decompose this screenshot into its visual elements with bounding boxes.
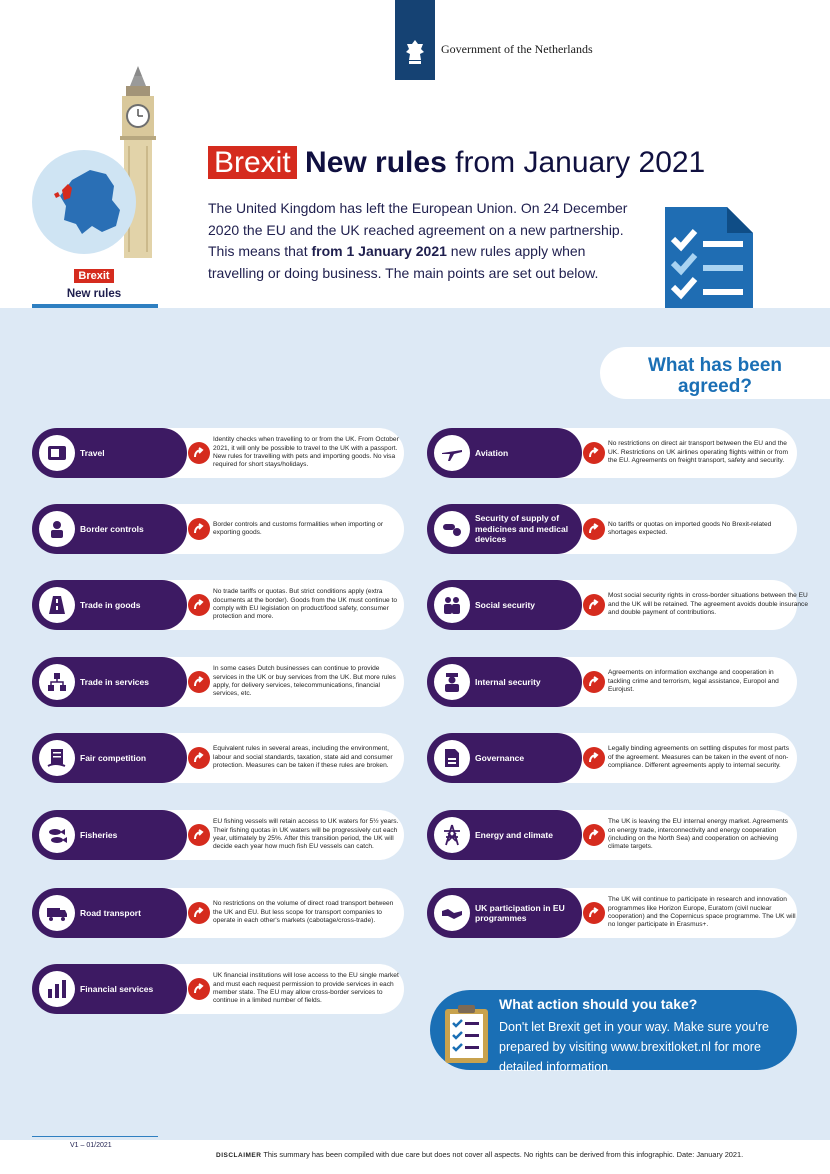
topic-label: UK participation in EU programmes [475,902,565,923]
action-text: Don't let Brexit get in your way. Make sure you're prepared by visiting www.brexitloket.nl for more detailed information. [499,1020,769,1074]
checklist-document-icon [661,203,757,323]
gavel-document-icon [434,740,470,776]
clipboard-checklist-icon [443,1003,490,1065]
arrow-icon [583,902,605,924]
intro-text-2: new rules apply when travelling or doing business. The main points are set out below. [208,243,599,281]
arrow-icon [188,442,210,464]
what-has-been-agreed-heading [600,347,830,399]
brexit-badge [32,266,156,300]
topic-label: Internal security [475,676,541,687]
topic-label: Fair competition [80,752,147,763]
topic-description: No trade tariffs or quotas. But strict conditions apply (extra documents at the border). Goods from the UK must continue to comply with EU legislation on product/food safety, consumer protection and more. [213,588,397,621]
topic-description: The UK will continue to participate in research and innovation programmes like Horizon Europe, Euratom (civil nuclear cooperation) and the Copernicus space programme. The UK will no longer participate in Erasmus+. [608,896,796,929]
arrow-icon [188,747,210,769]
arrow-icon [583,671,605,693]
badge-brexit-label: Brexit [74,269,113,283]
fish-icon [39,817,75,853]
title-brexit: Brexit [208,146,297,179]
topic-row-trade-in-goods [32,580,404,630]
topic-row-travel [32,428,404,478]
airplane-icon [434,435,470,471]
arrow-icon [188,671,210,693]
topic-row-trade-in-services [32,657,404,707]
topic-row-social-security [427,580,809,630]
arrow-icon [188,902,210,924]
topic-description: EU fishing vessels will retain access to UK waters for 5½ years. Their fishing quotas in UK waters will be progressively cut each year, ultimately by 25%. After this transition period, the UK will decide each year how much fish EU vessels can catch. [213,818,399,851]
title-from-january: from January 2021 [455,146,706,179]
topic-label: Financial services [80,983,154,994]
arrow-icon [583,442,605,464]
topic-label: Trade in services [80,676,149,687]
pills-icon [434,511,470,547]
intro-paragraph [208,198,638,284]
truck-icon [39,895,75,931]
agreed-line-1: What has been [647,355,783,376]
topic-description: Most social security rights in cross-border situations between the EU and the UK will be retained. The agreement avoids double insurance and double payment of contributions. [608,592,809,617]
topic-label: Social security [475,599,536,610]
topic-description: Agreements on information exchange and cooperation in tackling crime and terrorism, legal assistance, Europol and Eurojust. [608,669,779,694]
topic-label: Fisheries [80,829,118,840]
topic-row-financial-services [32,964,404,1014]
topic-description: No restrictions on the volume of direct road transport between the UK and EU. But less scope for transport companies to operate in each other's markets (cabotage/cross-trade). [213,900,394,925]
topic-row-uk-participation [427,888,797,938]
topic-description: Equivalent rules in several areas, including the environment, labour and social standards, taxation, state aid and consumer protection. Measures can be taken if these rules are broken. [213,745,393,770]
topic-row-medicines [427,504,797,554]
topic-label: Aviation [475,447,509,458]
bar-chart-icon [39,971,75,1007]
version-label: V1 – 01/2021 [70,1142,112,1149]
topic-label: Travel [80,447,105,458]
power-pylon-icon [434,817,470,853]
topic-description: Identity checks when travelling to or from the UK. From October 2021, it will only be possible to travel to the UK with a passport. New rules for travelling with pets and importing goods. No visa required for short stays/holidays. [213,436,399,469]
topic-row-internal-security [427,657,797,707]
topic-description: Legally binding agreements on settling disputes for most parts of the agreement. Measures can be taken in the event of non-compliance. Different agreements apply to internal security. [608,745,790,770]
topic-description: Border controls and customs formalities when importing or exporting goods. [213,520,384,536]
arrow-icon [188,824,210,846]
police-officer-icon [434,664,470,700]
disclaimer-label: DISCLAIMER [216,1152,262,1159]
topic-label: Energy and climate [475,829,553,840]
topic-label: Governance [475,752,525,763]
passport-icon [39,435,75,471]
topic-description: The UK is leaving the EU internal energy market. Agreements on energy trade, interconnectivity and energy cooperation (including on the North Sea) and cooperation on achieving climate targets. [608,818,788,851]
footer-divider [32,1136,158,1137]
coat-of-arms-icon [400,38,430,68]
page-title [208,146,705,180]
network-icon [39,664,75,700]
disclaimer [216,1150,743,1159]
arrow-icon [583,594,605,616]
arrow-icon [583,747,605,769]
badge-new-rules-label: New rules [66,288,122,300]
arrow-icon [188,978,210,1000]
topic-row-energy-and-climate [427,810,797,860]
topic-row-aviation [427,428,797,478]
action-title: What action should you take? [499,996,698,1012]
topic-row-fisheries [32,810,404,860]
intro-text-1: The United Kingdom has left the European Union. On 24 December 2020 the EU and the UK reached agreement on a new partnership. This means that [208,200,628,259]
topic-description: No restrictions on direct air transport between the EU and the UK. Restrictions on UK airlines operating flights within or from the EU. Agreements on freight transport, safety and security. [608,440,788,465]
topic-label: Security of supply of medicines and medical devices [475,513,569,545]
agreed-line-2: agreed? [678,376,752,397]
topic-row-border-controls [32,504,404,554]
document-hand-icon [39,740,75,776]
arrow-icon [583,518,605,540]
topic-description: UK financial institutions will lose access to the EU single market and must each request permission to provide services in each member state. The EU may allow cross-border services to continue in a limited number of fields. [213,972,399,1005]
handshake-icon [434,895,470,931]
disclaimer-text: This summary has been compiled with due care but does not cover all aspects. No rights can be derived from this infographic. Date: January 2021. [263,1150,744,1159]
topic-description: In some cases Dutch businesses can continue to provide services in the UK or buy services from the UK. But more rules apply, for delivery services, telecommunications, financial services, etc. [213,665,396,698]
topic-label: Road transport [80,907,141,918]
topic-row-fair-competition [32,733,404,783]
people-icon [434,587,470,623]
arrow-icon [583,824,605,846]
topic-label: Trade in goods [80,599,141,610]
topic-row-governance [427,733,797,783]
road-icon [39,587,75,623]
topic-description: No tariffs or quotas on imported goods No Brexit-related shortages expected. [608,520,772,536]
government-name: Government of the Netherlands [441,42,593,56]
arrow-icon [188,518,210,540]
europe-map-globe [32,150,136,254]
intro-date: from 1 January 2021 [311,243,447,259]
arrow-icon [188,594,210,616]
customs-officer-icon [39,511,75,547]
title-new-rules: New rules [305,146,447,179]
topic-row-road-transport [32,888,404,938]
topic-label: Border controls [80,523,144,534]
